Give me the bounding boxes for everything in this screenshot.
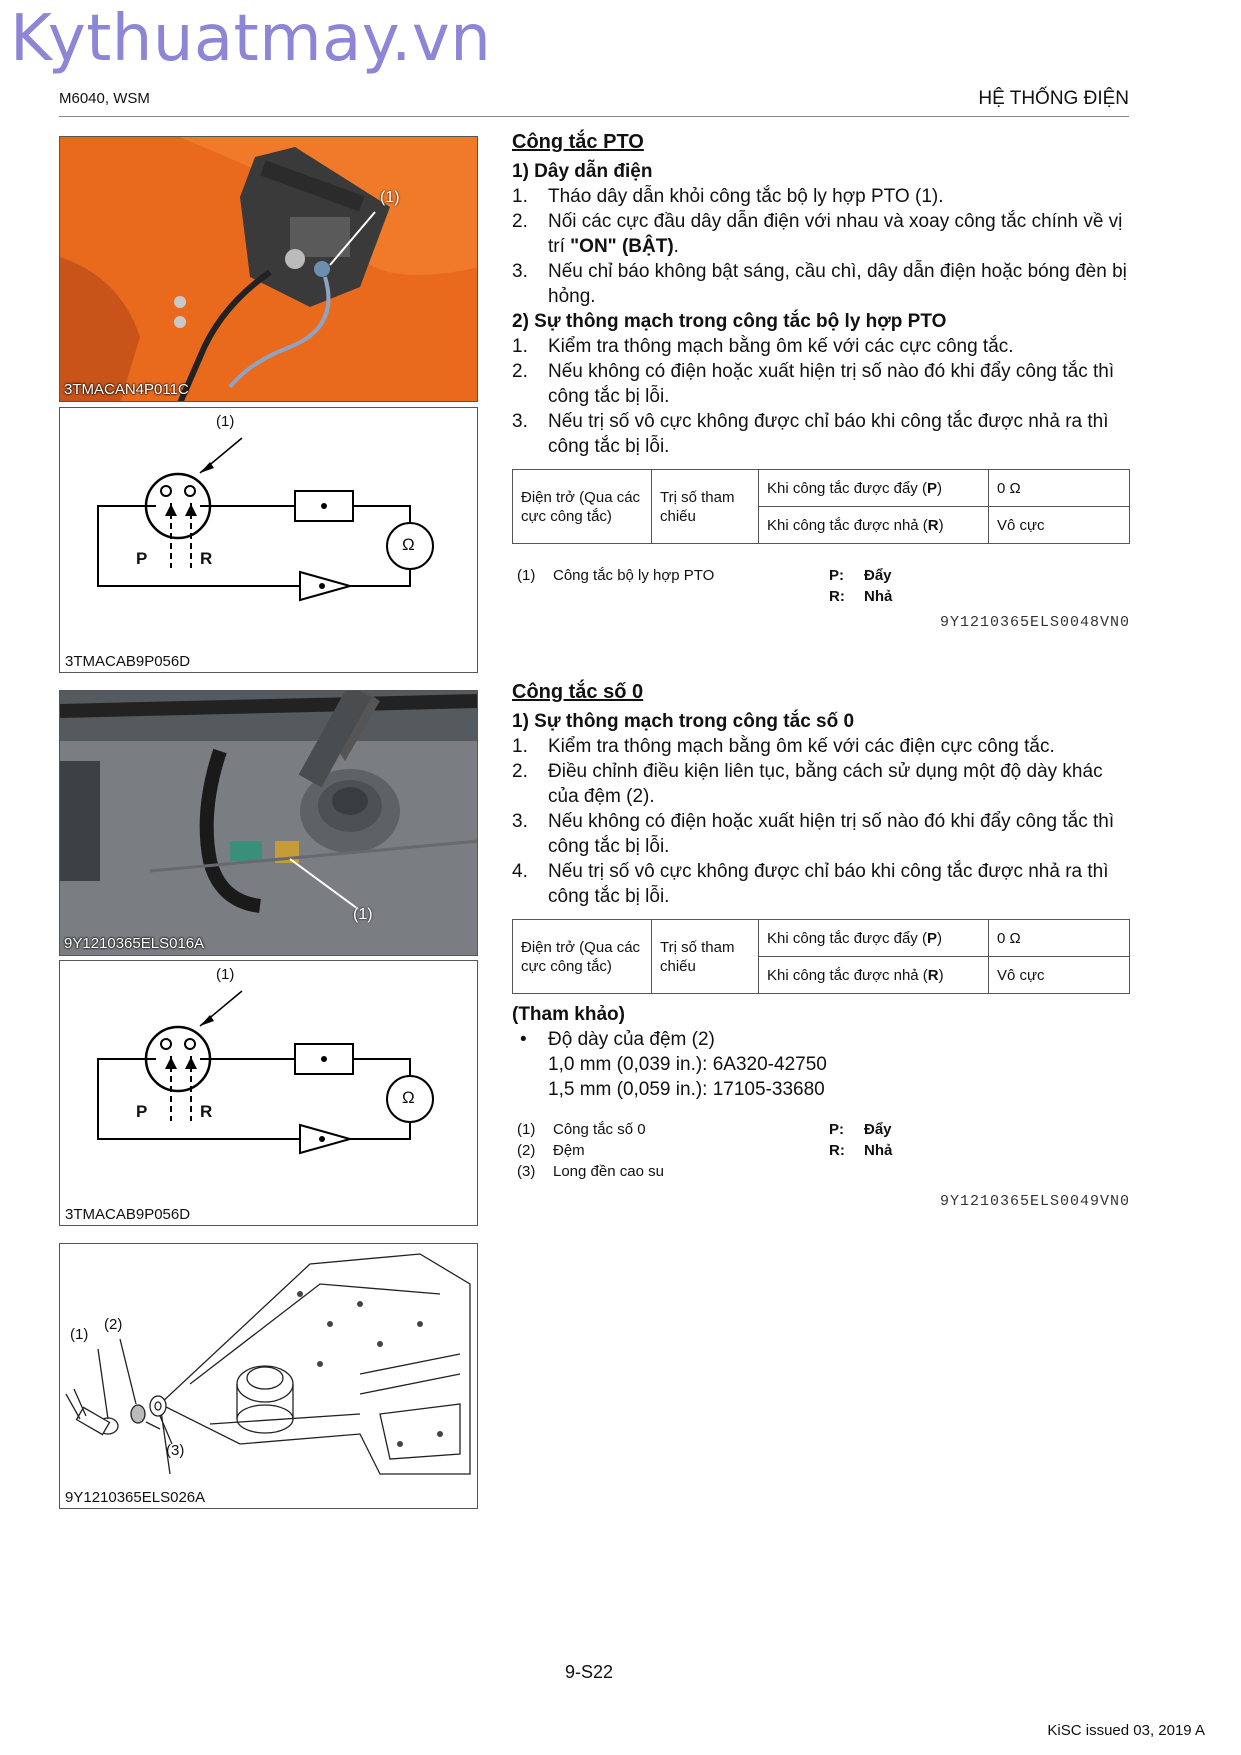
spec-value: 0 Ω [989,920,1130,957]
step: 1. Tháo dây dẫn khỏi công tắc bộ ly hợp PTO (1). [512,186,944,207]
spec-value: 0 Ω [989,470,1130,507]
spec-value: Vô cực [989,957,1130,994]
step: 1. Kiểm tra thông mạch bằng ôm kế với các cực công tắc. [512,336,1014,357]
step: 1. Kiểm tra thông mạch bằng ôm kế với các điện cực công tắc. [512,736,1055,757]
circuit-diagram-art [60,961,478,1226]
reference-line: 1,5 mm (0,059 in.): 17105-33680 [548,1079,825,1100]
ohmmeter-symbol: Ω [402,535,415,554]
doc-code: 9Y1210365ELS0049VN0 [939,1193,1130,1210]
legend-item: (1) Công tắc số 0 [517,1121,646,1138]
pr-legend [829,565,949,607]
figure-label: 9Y1210365ELS016A [64,935,205,952]
callout-1: (1) [70,1326,89,1343]
spec-value: Vô cực [989,507,1130,544]
neutral-switch-photo-art [60,691,478,956]
neutral-switch-section [512,680,1130,1102]
figure-label: 9Y1210365ELS026A [65,1489,206,1506]
neutral-switch-photo [59,690,478,956]
subsection-title: 2) Sự thông mạch trong công tắc bộ ly hợp PTO [512,311,947,332]
circuit-diagram-art [60,408,478,673]
subsection-title: 1) Dây dẫn điện [512,161,653,182]
section-title: Công tắc số 0 [512,681,644,703]
doc-code: 9Y1210365ELS0048VN0 [939,614,1130,631]
legend-item: P: Đẩy [829,1121,892,1138]
legend-item: R: Nhả [829,588,893,605]
callout-1: (1) [353,906,373,923]
legend-item: R: Nhả [829,1142,893,1159]
step: 3. Nếu chỉ báo không bật sáng, cầu chì, dây dẫn điện hoặc bóng đèn bị hỏng. [512,261,1127,307]
step: 4. Nếu trị số vô cực không được chỉ báo khi công tắc được nhả ra thì công tắc bị lỗi. [512,861,1109,907]
legend-item: (2) Đệm [517,1142,585,1159]
step: 3. Nếu trị số vô cực không được chỉ báo khi công tắc được nhả ra thì công tắc bị lỗi. [512,411,1109,457]
pto-switch-photo-art [60,137,478,402]
step: 3. Nếu không có điện hoặc xuất hiện trị số nào đó khi đẩy công tắc thì công tắc bị lỗi. [512,811,1115,857]
section-title: Công tắc PTO [512,131,644,153]
pto-switch-photo [59,136,478,402]
step: 2. Điều chỉnh điều kiện liên tục, bằng cách sử dụng một độ dày khác của đệm (2). [512,761,1103,807]
pto-switch-circuit-diagram [59,407,478,673]
spec-label: Điện trở (Qua các cực công tắc) [513,470,652,544]
step: 2. Nối các cực đầu dây dẫn điện với nhau và xoay công tắc chính về vị trí "ON" (BẬT). [512,211,1123,257]
legend-item: P: Đẩy [829,567,892,584]
spec-type: Trị số tham chiếu [652,920,759,994]
watermark: Kythuatmay.vn [10,2,492,76]
reference-bullet: • Độ dày của đệm (2) [520,1029,715,1050]
figure-label: 3TMACAN4P011C [64,381,189,398]
subsection-title: 1) Sự thông mạch trong công tắc số 0 [512,711,855,732]
resistance-spec-table [512,469,1130,544]
spec-type: Trị số tham chiếu [652,470,759,544]
figure-legend [517,1119,817,1182]
pr-legend [829,1119,949,1161]
callout-3: (3) [166,1442,185,1459]
spec-condition: Khi công tắc được nhả (R) [759,957,989,994]
reference-line: 1,0 mm (0,039 in.): 6A320-42750 [548,1054,827,1075]
chapter-title: HỆ THỐNG ĐIỆN [978,88,1129,109]
terminal-r-label: R [200,549,213,568]
neutral-switch-circuit-diagram [59,960,478,1226]
neutral-switch-exploded-view [59,1243,478,1509]
spec-label: Điện trở (Qua các cực công tắc) [513,920,652,994]
terminal-r-label: R [200,1102,213,1121]
header-divider [59,116,1129,117]
figure-legend [517,565,817,586]
pto-switch-section [512,130,1130,544]
callout-1: (1) [216,413,235,430]
manual-code: M6040, WSM [59,90,150,107]
callout-2: (2) [104,1316,123,1333]
spec-condition: Khi công tắc được đẩy (P) [759,920,989,957]
figure-label: 3TMACAB9P056D [65,653,191,670]
step: 2. Nếu không có điện hoặc xuất hiện trị số nào đó khi đẩy công tắc thì công tắc bị lỗi. [512,361,1115,407]
terminal-p-label: P [136,549,148,568]
legend-item: (1) Công tắc bộ ly hợp PTO [517,567,715,584]
ohmmeter-symbol: Ω [402,1088,415,1107]
exploded-view-art [60,1244,478,1509]
page-number: 9-S22 [565,1662,614,1682]
legend-item: (3) Long đền cao su [517,1163,664,1180]
callout-1: (1) [216,966,235,983]
figure-label: 3TMACAB9P056D [65,1206,191,1223]
reference-title: (Tham khảo) [512,1004,625,1025]
terminal-p-label: P [136,1102,148,1121]
resistance-spec-table [512,919,1130,994]
spec-condition: Khi công tắc được đẩy (P) [759,470,989,507]
callout-1: (1) [380,189,400,206]
issue-note: KiSC issued 03, 2019 A [1047,1722,1205,1739]
spec-condition: Khi công tắc được nhả (R) [759,507,989,544]
